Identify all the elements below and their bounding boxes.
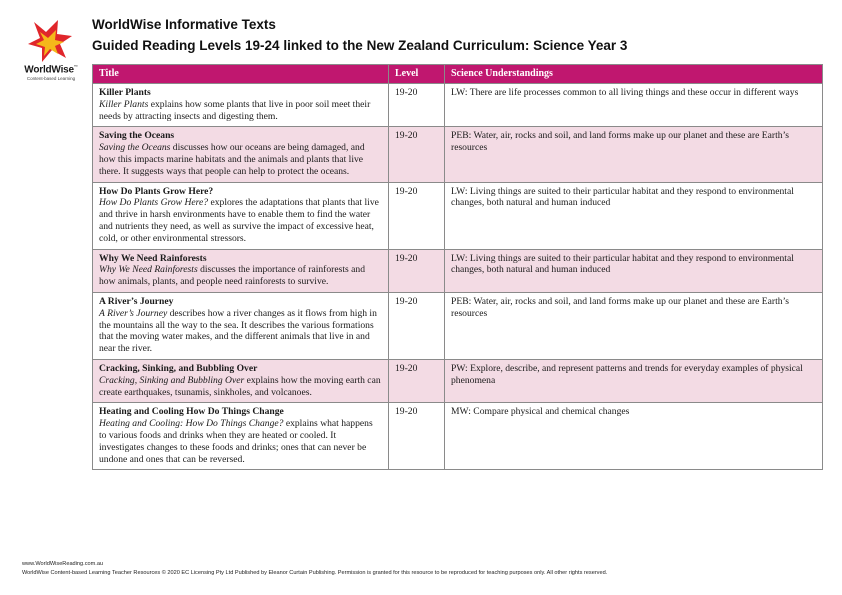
title-cell xyxy=(93,127,389,182)
column-header-science: Science Understandings xyxy=(445,65,823,84)
book-title: Heating and Cooling How Do Things Change xyxy=(99,406,284,418)
book-description: A River’s Journey describes how a river changes as it flows from high in the mountains all the way to the sea. It describes the various formations that the moving water makes, and the different animals that live in and near the river. xyxy=(99,307,377,355)
book-description: How Do Plants Grow Here? explores the adaptations that plants that live and thrive in harsh environments have to enable them to find the water and nutrients they need, as well as survive the impact of excessive heat, cold, or other environmental stressors. xyxy=(99,197,379,244)
level-cell: 19-20 xyxy=(389,359,445,402)
science-cell: PEB: Water, air, rocks and soil, and land forms make up our planet and these are Earth’s resources xyxy=(445,292,823,359)
book-description: Heating and Cooling: How Do Things Change? explains what happens to various foods and drinks when they are heated or cooled. It investigates changes to these foods and drinks; ones that can never be undone and ones that can be reversed. xyxy=(99,418,373,465)
book-title: Saving the Oceans xyxy=(99,130,175,142)
title-cell xyxy=(93,182,389,249)
logo-tagline: Content-based Learning xyxy=(26,76,76,81)
science-cell: LW: Living things are suited to their particular habitat and they respond to environmental changes, both natural and human induced xyxy=(445,182,823,249)
title-cell xyxy=(93,84,389,127)
table-row xyxy=(93,84,823,127)
table-row xyxy=(93,182,823,249)
science-cell: LW: Living things are suited to their particular habitat and they respond to environmental changes, both natural and human induced xyxy=(445,249,823,292)
book-description: Why We Need Rainforests discusses the importance of rainforests and how animals, plants, and people need rainforests to survive. xyxy=(99,264,365,288)
book-description: Saving the Oceans discusses how our oceans are being damaged, and how this impacts marine habitats and the animals and plants that live there. It suggests ways that people can help to protect the oceans. xyxy=(99,142,365,177)
table-row xyxy=(93,359,823,402)
book-description: Cracking, Sinking and Bubbling Over explains how the moving earth can create earthquakes, tsunamis, sinkholes, and volcanoes. xyxy=(99,374,381,398)
document-title: WorldWise Informative Texts xyxy=(92,17,276,32)
science-cell: LW: There are life processes common to all living things and these occur in different ways xyxy=(445,84,823,127)
title-cell xyxy=(93,249,389,292)
logo-wordmark: WorldWise™ xyxy=(24,64,78,76)
title-cell xyxy=(93,403,389,470)
table-header-row xyxy=(93,65,823,84)
footer-url[interactable]: www.WorldWiseReading.com.au xyxy=(22,561,104,567)
title-cell xyxy=(93,359,389,402)
level-cell: 19-20 xyxy=(389,84,445,127)
book-title: Cracking, Sinking, and Bubbling Over xyxy=(99,362,258,374)
level-cell: 19-20 xyxy=(389,403,445,470)
science-cell: PEB: Water, air, rocks and soil, and land forms make up our planet and these are Earth’s resources xyxy=(445,127,823,182)
table-row xyxy=(93,127,823,182)
column-header-level: Level xyxy=(389,65,445,84)
star-burst-icon xyxy=(24,18,78,66)
science-cell: PW: Explore, describe, and represent patterns and trends for everyday examples of physical phenomena xyxy=(445,359,823,402)
curriculum-table xyxy=(92,64,823,470)
title-cell xyxy=(93,292,389,359)
table-row xyxy=(93,249,823,292)
level-cell: 19-20 xyxy=(389,292,445,359)
book-description: Killer Plants explains how some plants that live in poor soil meet their needs by attracting insects and digesting them. xyxy=(99,98,371,122)
book-title: How Do Plants Grow Here? xyxy=(99,185,214,197)
level-cell: 19-20 xyxy=(389,127,445,182)
science-cell: MW: Compare physical and chemical changes xyxy=(445,403,823,470)
book-title: Why We Need Rainforests xyxy=(99,252,207,264)
footer-copyright: WorldWise Content-based Learning Teacher Resources © 2020 EC Licensing Pty Ltd Published by Eleanor Curtain Publishing. Permission is granted for this resource to be reproduced for teaching purposes only. All other rights reserved. xyxy=(22,570,608,576)
column-header-title: Title xyxy=(93,65,389,84)
table-row xyxy=(93,403,823,470)
book-title: Killer Plants xyxy=(99,87,151,98)
level-cell: 19-20 xyxy=(389,182,445,249)
book-title: A River’s Journey xyxy=(99,295,174,307)
document-subtitle: Guided Reading Levels 19-24 linked to the New Zealand Curriculum: Science Year 3 xyxy=(92,38,628,53)
level-cell: 19-20 xyxy=(389,249,445,292)
table-row xyxy=(93,292,823,359)
worldwise-logo xyxy=(20,18,82,90)
